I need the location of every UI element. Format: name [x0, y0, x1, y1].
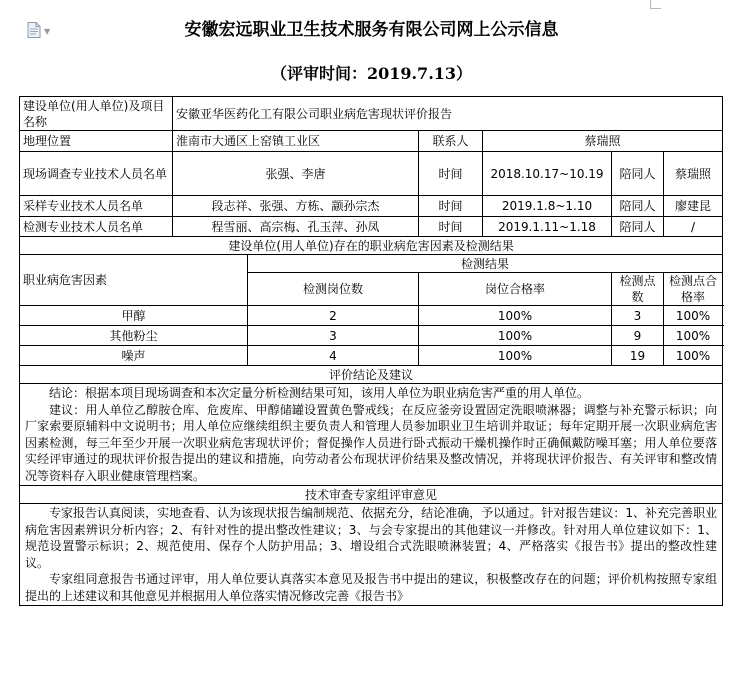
table-row: [20, 306, 723, 326]
suggestion-text: 建议：用人单位乙醇胺仓库、危废库、甲醇储罐设置黄色警戒线；在反应釜旁设置固定洗眼喷淋器；调整与补充警示标识；向厂家索要原辅料中文说明书；用人单位应继续组织主要负责人和管理人员参加职业卫生培训并取证；每年定期开展一次职业病危害因素检测，每三年至少开展一次职业病危害现状评价；督促操作人员进行卧式振动干燥机操作时正确佩戴防噪耳塞；用人单位要落实经评审通过的现状评价报告提出的建议和措施，向劳动者公布现状评价结果及整改情况，并将现状评价报告、有关评审和整改情况等资料存入职业健康管理档案。: [25, 402, 718, 483]
results-header: 检测结果: [248, 255, 723, 273]
post-rate-value: 100%: [419, 306, 612, 326]
review-content-row: [20, 504, 723, 606]
location-row: [20, 131, 723, 152]
factor-name: 甲醇: [20, 306, 248, 326]
hazards-section-row: [20, 237, 723, 255]
sampling-row: [20, 196, 723, 217]
survey-row: [20, 152, 723, 196]
sampling-time: 2019.1.8~1.10: [483, 196, 612, 217]
points-value: 19: [612, 346, 664, 366]
testing-names: 程雪丽、高宗梅、孔玉萍、孙凤: [173, 217, 419, 237]
contact-label: 联系人: [419, 131, 483, 152]
testing-companion-label: 陪同人: [612, 217, 664, 237]
post-rate-value: 100%: [419, 326, 612, 346]
review-opinion-2: 专家组同意报告书通过评审，用人单位要认真落实本意见及报告书中提出的建议，积极整改存在的问题；评价机构按照专家组提出的上述建议和其他意见并根据用人单位落实情况修改完善《报告书》: [25, 572, 718, 603]
sampling-names: 段志祥、张强、方栋、颛孙宗杰: [173, 196, 419, 217]
post-rate-value: 100%: [419, 346, 612, 366]
survey-label: 现场调查专业技术人员名单: [20, 152, 173, 196]
sampling-label: 采样专业技术人员名单: [20, 196, 173, 217]
point-rate-value: 100%: [664, 326, 723, 346]
location-value: 淮南市大通区上窑镇工业区: [173, 131, 419, 152]
sampling-companion: 廖建昆: [664, 196, 723, 217]
review-time: （评审时间：2019.7.13）: [270, 64, 473, 83]
table-row: [20, 346, 723, 366]
table-row: [20, 326, 723, 346]
posts-value: 4: [248, 346, 419, 366]
sampling-time-label: 时间: [419, 196, 483, 217]
review-opinion-1: 专家报告认真阅读，实地查看、认为该现状报告编制规范、依据充分，结论准确，予以通过。针对报告建议：1、补充完善职业病危害因素辨识分析内容；2、有针对性的提出整改性建议；3、与会专家提出的其他建议一并修改。针对用人单位建议如下：1、规范设置警示标识；2、规范使用、保存个人防护用品；3、增设组合式洗眼喷淋装置；4、严格落实《报告书》提出的整改性建议。: [25, 506, 718, 570]
points-value: 9: [612, 326, 664, 346]
col-points: 检测点数: [612, 273, 664, 306]
col-post-rate: 岗位合格率: [419, 273, 612, 306]
conclusion-section-title: 评价结论及建议: [20, 366, 723, 384]
testing-label: 检测专业技术人员名单: [20, 217, 173, 237]
survey-time: 2018.10.17~10.19: [483, 152, 612, 196]
hazards-section-title: 建设单位(用人单位)存在的职业病危害因素及检测结果: [20, 237, 723, 255]
conclusion-content: [20, 384, 723, 486]
testing-time: 2019.1.11~1.18: [483, 217, 612, 237]
contact-value: 蔡瑞照: [483, 131, 723, 152]
page-corner-mark: [650, 0, 661, 9]
sampling-companion-label: 陪同人: [612, 196, 664, 217]
review-section-title: 技术审查专家组评审意见: [20, 486, 723, 504]
factor-name: 其他粉尘: [20, 326, 248, 346]
review-content: [20, 504, 723, 606]
conclusion-text: 结论：根据本项目现场调查和本次定量分析检测结果可知，该用人单位为职业病危害严重的用人单位。: [49, 386, 590, 400]
survey-names: 张强、李唐: [173, 152, 419, 196]
testing-time-label: 时间: [419, 217, 483, 237]
testing-companion: /: [664, 217, 723, 237]
factor-name: 噪声: [20, 346, 248, 366]
col-posts: 检测岗位数: [248, 273, 419, 306]
hazards-header-row: [20, 255, 723, 273]
point-rate-value: 100%: [664, 306, 723, 326]
col-point-rate: 检测点合格率: [664, 273, 723, 306]
points-value: 3: [612, 306, 664, 326]
posts-value: 3: [248, 326, 419, 346]
page-title: 安徽宏远职业卫生技术服务有限公司网上公示信息: [184, 20, 559, 40]
location-label: 地理位置: [20, 131, 173, 152]
unit-row: [20, 97, 723, 131]
unit-value: 安徽亚华医药化工有限公司职业病危害现状评价报告: [173, 97, 723, 131]
disclosure-table: [19, 96, 723, 606]
conclusion-section-row: [20, 366, 723, 384]
survey-companion: 蔡瑞照: [664, 152, 723, 196]
unit-label: 建设单位(用人单位)及项目名称: [20, 97, 173, 131]
posts-value: 2: [248, 306, 419, 326]
point-rate-value: 100%: [664, 346, 723, 366]
dropdown-caret-icon[interactable]: ▼: [44, 27, 51, 36]
factor-header: 职业病危害因素: [20, 255, 248, 306]
testing-row: [20, 217, 723, 237]
conclusion-content-row: [20, 384, 723, 486]
survey-time-label: 时间: [419, 152, 483, 196]
review-section-row: [20, 486, 723, 504]
survey-companion-label: 陪同人: [612, 152, 664, 196]
